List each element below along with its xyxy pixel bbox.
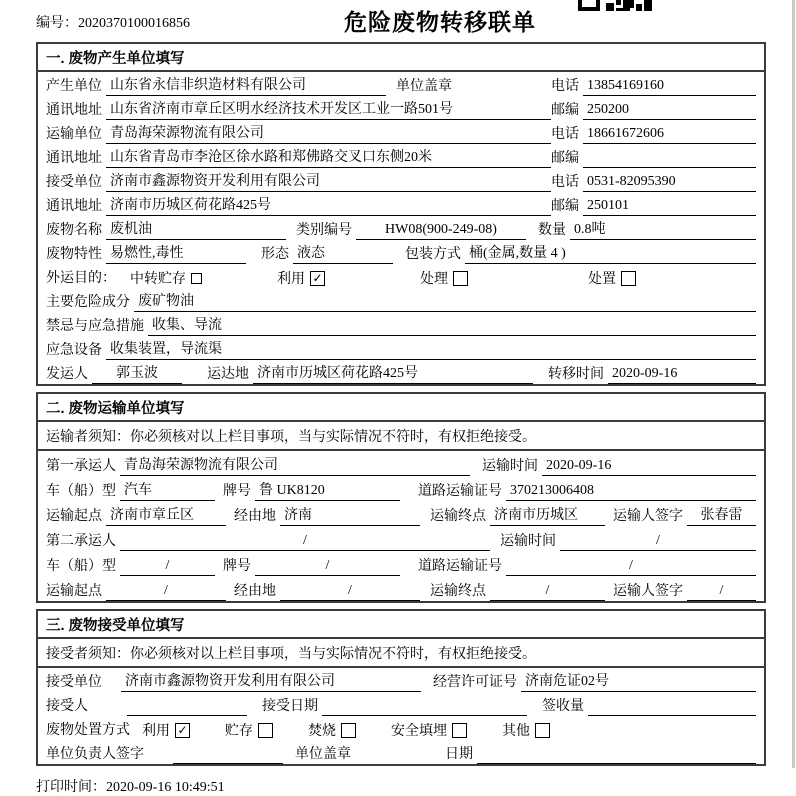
transfer-storage-checkbox[interactable]: [191, 273, 202, 284]
accept-date-value: [322, 700, 527, 716]
row-carrier2: [38, 526, 764, 551]
origin-label: 运输起点: [46, 584, 102, 599]
purpose-option-transfer-storage: [130, 268, 202, 288]
zip-value: 250101: [583, 198, 756, 216]
disposal-option-storage: [225, 720, 273, 740]
row-route2: [38, 576, 764, 601]
vehicle-type-value: 汽车: [120, 479, 215, 501]
endpoint-label: 运输终点: [430, 584, 486, 599]
hazard-value: 废矿物油: [134, 290, 756, 312]
utilize-checkbox[interactable]: [310, 271, 325, 286]
unit-seal-label: 单位盖章: [396, 79, 452, 94]
carrier1-value: 青岛海荣源物流有限公司: [120, 454, 470, 476]
zip-value: 250200: [583, 102, 756, 120]
phone-value: 18661672606: [583, 126, 756, 144]
option-label: 处置: [588, 272, 616, 287]
option-label: 利用: [142, 724, 170, 739]
road-license-value: /: [506, 558, 756, 576]
taboo-value: 收集、导流: [148, 314, 756, 336]
vehicle-type-label: 车（船）型: [46, 559, 116, 574]
transporter-sign-label: 运输人签字: [613, 584, 683, 599]
purpose-option-utilize: [277, 268, 325, 288]
transport-time-label: 运输时间: [500, 534, 556, 549]
transporter-label: 运输单位: [46, 127, 102, 142]
road-license-label: 道路运输证号: [418, 559, 502, 574]
treat-checkbox[interactable]: [453, 271, 468, 286]
checkbox-mark: ✓: [177, 722, 188, 737]
quantity-label: 数量: [538, 223, 566, 238]
signed-amount-value: [588, 700, 756, 716]
vehicle-type-label: 车（船）型: [46, 484, 116, 499]
hazard-label: 主要危险成分: [46, 295, 130, 310]
category-value: HW08(900-249-08): [356, 222, 526, 240]
zip-label: 邮编: [551, 199, 579, 214]
plate-label: 牌号: [223, 484, 251, 499]
permit-value: 济南危证02号: [521, 670, 756, 692]
row-hazard: [38, 288, 764, 312]
option-label: 贮存: [225, 724, 253, 739]
endpoint-value: 济南市历城区: [490, 504, 605, 526]
carrier2-label: 第二承运人: [46, 534, 116, 549]
row-transporter: [38, 120, 764, 144]
date-value: [477, 748, 756, 764]
plate-label: 牌号: [223, 559, 251, 574]
row-producer-address: [38, 96, 764, 120]
dispose-checkbox[interactable]: [621, 271, 636, 286]
quantity-value: 0.8吨: [570, 218, 756, 240]
transporter-value: 青岛海荣源物流有限公司: [106, 122, 551, 144]
head-sign-value: [173, 748, 283, 764]
section-transport-title: 二. 废物运输单位填写: [38, 394, 764, 422]
category-label: 类别编号: [296, 223, 352, 238]
purpose-option-dispose: [588, 268, 636, 288]
qr-code-fragment: [578, 0, 652, 11]
utilize-checkbox[interactable]: [175, 723, 190, 738]
date-label: 日期: [445, 747, 473, 762]
road-license-label: 道路运输证号: [418, 484, 502, 499]
print-time: [36, 776, 796, 796]
plate-value: /: [255, 558, 400, 576]
row-carrier1: [38, 451, 764, 476]
transport-time-label: 运输时间: [482, 459, 538, 474]
row-purpose: [38, 264, 764, 288]
purpose-label: 外运目的：: [46, 271, 116, 286]
shipper-label: 发运人: [46, 367, 88, 382]
storage-checkbox[interactable]: [258, 723, 273, 738]
origin-value: 济南市章丘区: [106, 504, 226, 526]
carrier1-label: 第一承运人: [46, 459, 116, 474]
signed-amount-label: 签收量: [542, 699, 584, 714]
form-label: 形态: [261, 247, 289, 262]
section-receiver: [36, 609, 766, 766]
row-producer: [38, 72, 764, 96]
equipment-label: 应急设备: [46, 343, 102, 358]
plate-value: 鲁 UK8120: [255, 479, 400, 501]
option-label: 利用: [277, 272, 305, 287]
address-label: 通讯地址: [46, 103, 102, 118]
section-receiver-title: 三. 废物接受单位填写: [38, 611, 764, 639]
row-receiver: [38, 168, 764, 192]
page-edge: [792, 0, 795, 768]
notice-text: 你必须核对以上栏目事项，当与实际情况不符时，有权拒绝接受。: [130, 647, 536, 662]
phone-label: 电话: [551, 79, 579, 94]
recipient-value: [127, 700, 247, 716]
recipient-label: 接受人: [46, 699, 88, 714]
unit-seal-label: 单位盖章: [295, 747, 351, 762]
phone-value: 0531-82095390: [583, 174, 756, 192]
print-time-label: 打印时间：: [36, 780, 106, 795]
via-label: 经由地: [234, 584, 276, 599]
notice-label: 接受者须知：: [46, 647, 130, 662]
head-sign-label: 单位负责人签字: [46, 747, 144, 762]
row-head-sign: [38, 740, 764, 764]
option-label: 中转贮存: [130, 272, 186, 287]
producer-value: 山东省永信非织造材料有限公司: [106, 74, 386, 96]
road-license-value: 370213006408: [506, 483, 756, 501]
vehicle-type-value: /: [120, 558, 215, 576]
phone-label: 电话: [551, 175, 579, 190]
via-value: 济南: [280, 504, 420, 526]
address-value: 济南市历城区荷花路425号: [106, 194, 551, 216]
receiver-notice: [38, 639, 764, 668]
row-waste-character: [38, 240, 764, 264]
receiver-label: 接受单位: [46, 175, 102, 190]
row-accept-unit: [38, 668, 764, 692]
shipper-value: 郭玉波: [92, 362, 182, 384]
address-value: 山东省青岛市李沧区徐水路和郑佛路交叉口东侧20米: [106, 146, 551, 168]
zip-label: 邮编: [551, 151, 579, 166]
character-label: 废物特性: [46, 247, 102, 262]
option-label: 安全填埋: [391, 724, 447, 739]
transporter-sign-value: 张春雷: [687, 504, 756, 526]
address-label: 通讯地址: [46, 151, 102, 166]
row-recipient: [38, 692, 764, 716]
disposal-option-landfill: [391, 720, 467, 740]
address-label: 通讯地址: [46, 199, 102, 214]
purpose-option-treat: [420, 268, 468, 288]
endpoint-label: 运输终点: [430, 509, 486, 524]
row-equipment: [38, 336, 764, 360]
section-producer: [36, 42, 766, 386]
producer-label: 产生单位: [46, 79, 102, 94]
packing-label: 包装方式: [405, 247, 461, 262]
serial-value: 2020370100016856: [78, 16, 190, 31]
origin-label: 运输起点: [46, 509, 102, 524]
form-value: 液态: [293, 242, 393, 264]
checkbox-mark: ✓: [312, 270, 323, 285]
landfill-checkbox[interactable]: [452, 723, 467, 738]
endpoint-value: /: [490, 583, 605, 601]
disposal-option-utilize: [142, 720, 190, 740]
character-value: 易燃性,毒性: [106, 242, 246, 264]
waste-name-value: 废机油: [106, 218, 286, 240]
row-receiver-address: [38, 192, 764, 216]
row-taboo: [38, 312, 764, 336]
carrier2-value: /: [120, 533, 490, 551]
accept-date-label: 接受日期: [262, 699, 318, 714]
page-title: 危险废物转移联单: [344, 10, 536, 35]
via-value: /: [280, 583, 420, 601]
serial-label: 编号：: [36, 16, 78, 31]
section-transport: [36, 392, 766, 603]
disposal-option-other: [502, 720, 550, 740]
other-checkbox[interactable]: [535, 723, 550, 738]
section-producer-title: 一. 废物产生单位填写: [38, 44, 764, 72]
transport-notice: [38, 422, 764, 451]
row-transporter-address: [38, 144, 764, 168]
transporter-sign-label: 运输人签字: [613, 509, 683, 524]
packing-value: 桶(金属,数量 4 ): [465, 242, 756, 264]
row-route1: [38, 501, 764, 526]
zip-label: 邮编: [551, 103, 579, 118]
permit-label: 经营许可证号: [433, 675, 517, 690]
phone-value: 13854169160: [583, 78, 756, 96]
row-vehicle2: [38, 551, 764, 576]
phone-label: 电话: [551, 127, 579, 142]
row-vehicle1: [38, 476, 764, 501]
via-label: 经由地: [234, 509, 276, 524]
receiver-value: 济南市鑫源物资开发利用有限公司: [106, 170, 551, 192]
disposal-label: 废物处置方式: [46, 723, 130, 738]
notice-text: 你必须核对以上栏目事项，当与实际情况不符时，有权拒绝接受。: [130, 430, 536, 445]
waste-name-label: 废物名称: [46, 223, 102, 238]
equipment-value: 收集装置，导流渠: [106, 338, 756, 360]
option-label: 其他: [502, 724, 530, 739]
accept-unit-value: 济南市鑫源物资开发利用有限公司: [121, 670, 421, 692]
taboo-label: 禁忌与应急措施: [46, 319, 144, 334]
row-disposal: [38, 716, 764, 740]
transport-time-value: 2020-09-16: [542, 458, 756, 476]
document-header: [0, 0, 796, 42]
transfer-time-label: 转移时间: [548, 367, 604, 382]
transport-time-value: /: [560, 533, 756, 551]
destination-value: 济南市历城区荷花路425号: [253, 362, 533, 384]
row-waste-name: [38, 216, 764, 240]
option-label: 处理: [420, 272, 448, 287]
destination-label: 运达地: [207, 367, 249, 382]
option-label: 焚烧: [308, 724, 336, 739]
transfer-time-value: 2020-09-16: [608, 366, 756, 384]
disposal-option-incinerate: [308, 720, 356, 740]
incinerate-checkbox[interactable]: [341, 723, 356, 738]
address-value: 山东省济南市章丘区明水经济技术开发区工业一路501号: [106, 98, 551, 120]
zip-value: [583, 152, 756, 168]
accept-unit-label: 接受单位: [46, 675, 102, 690]
row-shipper: [38, 360, 764, 384]
transporter-sign-value: /: [687, 583, 756, 601]
notice-label: 运输者须知：: [46, 430, 130, 445]
print-time-value: 2020-09-16 10:49:51: [106, 780, 225, 795]
origin-value: /: [106, 583, 226, 601]
